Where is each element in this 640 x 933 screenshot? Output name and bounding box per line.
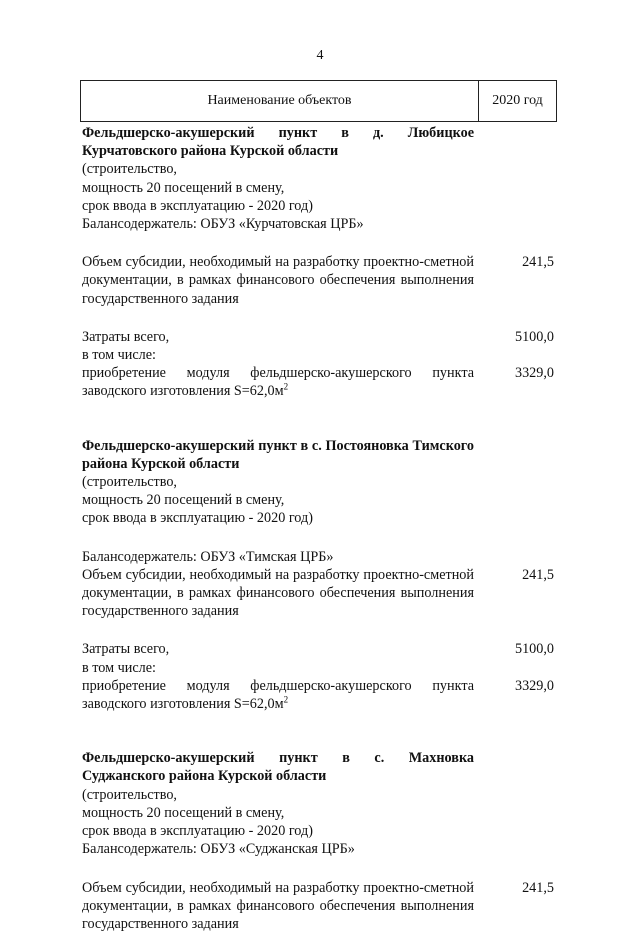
object-section <box>82 749 554 933</box>
subsidy-value: 241,5 <box>482 548 554 621</box>
subsidy-text: Объем субсидии, необходимый на разработку проектно-сметной документации, в рамках финансового обеспечения выполнения государственного задания <box>82 253 474 308</box>
table-header <box>80 80 557 122</box>
table-body <box>82 124 554 933</box>
object-detail: (строительство, <box>82 473 474 491</box>
object-title: Фельдшерско-акушерский пункт в д. Любицкое Курчатовского района Курской области <box>82 124 474 160</box>
subsidy-text: Объем субсидии, необходимый на разработку проектно-сметной документации, в рамках финансового обеспечения выполнения государственного задания <box>82 566 474 621</box>
object-detail: (строительство, <box>82 160 474 178</box>
object-section <box>82 437 554 714</box>
module-text: приобретение модуля фельдшерско-акушерского пункта заводского изготовления $S=62,0м^2$ <box>82 677 474 713</box>
object-detail: срок ввода в эксплуатацию - 2020 год) <box>82 197 474 215</box>
page-number: 4 <box>0 48 640 64</box>
object-detail: мощность 20 посещений в смену, <box>82 179 474 197</box>
subsidy-text: Объем субсидии, необходимый на разработку проектно-сметной документации, в рамках финансового обеспечения выполнения государственного задания <box>82 879 474 933</box>
module-text: приобретение модуля фельдшерско-акушерского пункта заводского изготовления $S=62,0м^2$ <box>82 364 474 400</box>
total-label: Затраты всего, <box>82 328 474 346</box>
module-value: 3329,0 <box>482 364 554 400</box>
object-detail: мощность 20 посещений в смену, <box>82 804 474 822</box>
subsidy-value: 241,5 <box>482 879 554 933</box>
module-value: 3329,0 <box>482 677 554 713</box>
header-year-column: 2020 год <box>479 81 556 121</box>
balance-holder: Балансодержатель: ОБУЗ «Суджанская ЦРБ» <box>82 840 474 858</box>
total-value: 5100,0 <box>482 328 554 364</box>
object-title: Фельдшерско-акушерский пункт в с. Махновка Суджанского района Курской области <box>82 749 474 785</box>
total-value: 5100,0 <box>482 640 554 676</box>
object-detail: срок ввода в эксплуатацию - 2020 год) <box>82 509 474 527</box>
object-section <box>82 124 554 401</box>
object-title: Фельдшерско-акушерский пункт в с. Постояновка Тимского района Курской области <box>82 437 474 473</box>
object-detail: мощность 20 посещений в смену, <box>82 491 474 509</box>
balance-holder: Балансодержатель: ОБУЗ «Курчатовская ЦРБ» <box>82 215 474 233</box>
including-label: в том числе: <box>82 346 474 364</box>
object-detail: срок ввода в эксплуатацию - 2020 год) <box>82 822 474 840</box>
including-label: в том числе: <box>82 659 474 677</box>
object-detail: (строительство, <box>82 786 474 804</box>
balance-holder: Балансодержатель: ОБУЗ «Тимская ЦРБ» <box>82 548 474 566</box>
total-label: Затраты всего, <box>82 640 474 658</box>
subsidy-value: 241,5 <box>482 253 554 308</box>
header-name-column: Наименование объектов <box>81 81 479 121</box>
